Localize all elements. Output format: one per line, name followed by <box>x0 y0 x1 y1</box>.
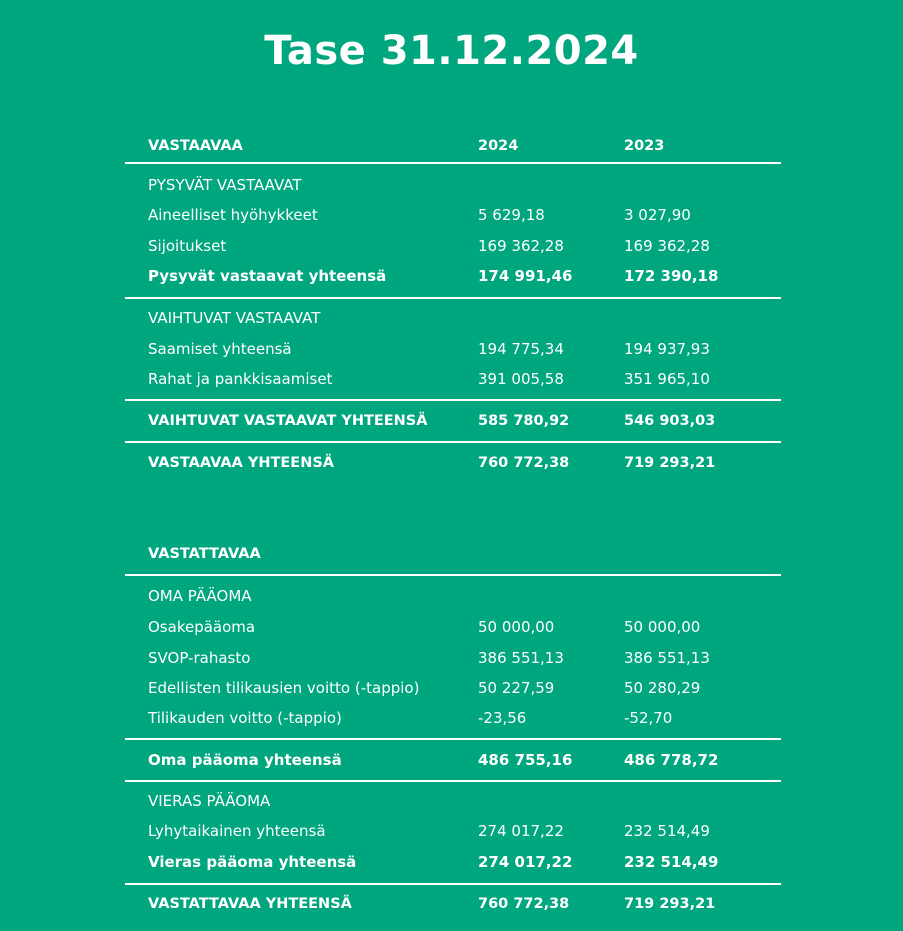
value-2023: 232 514,49 <box>624 822 710 840</box>
value-2023: -52,70 <box>624 709 673 727</box>
value-2023: 546 903,03 <box>624 413 716 429</box>
value-2024: 50 227,59 <box>478 679 555 697</box>
row-label: Saamiset yhteensä <box>148 340 292 358</box>
value-2023: 172 390,18 <box>624 267 719 285</box>
divider <box>125 738 781 740</box>
value-2023: 169 362,28 <box>624 237 710 255</box>
value-2023: 3 027,90 <box>624 206 691 224</box>
assets-header-label: VASTAAVAA <box>148 138 243 154</box>
divider <box>125 399 781 401</box>
section-title-label: OMA PÄÄOMA <box>148 587 252 605</box>
value-2023: 50 000,00 <box>624 618 701 636</box>
value-2024: 391 005,58 <box>478 370 564 388</box>
page-title: Tase 31.12.2024 <box>264 28 639 74</box>
value-2023: 486 778,72 <box>624 751 719 769</box>
value-2024: 169 362,28 <box>478 237 564 255</box>
row-label: Rahat ja pankkisaamiset <box>148 370 333 388</box>
row-label: Edellisten tilikausien voitto (-tappio) <box>148 679 420 697</box>
row-label: VASTAAVAA YHTEENSÄ <box>148 455 334 471</box>
row-label: Aineelliset hyöhykkeet <box>148 206 318 224</box>
value-2024: 274 017,22 <box>478 822 564 840</box>
section-title-label: VAIHTUVAT VASTAAVAT <box>148 309 321 327</box>
value-2024: 5 629,18 <box>478 206 545 224</box>
row-label: Sijoitukset <box>148 237 227 255</box>
value-2024: 585 780,92 <box>478 413 570 429</box>
row-label: Vieras pääoma yhteensä <box>148 853 357 871</box>
row-label: Lyhytaikainen yhteensä <box>148 822 326 840</box>
value-2024: 386 551,13 <box>478 649 564 667</box>
divider <box>125 297 781 299</box>
value-2023: 50 280,29 <box>624 679 701 697</box>
value-2024: 174 991,46 <box>478 267 573 285</box>
year-2024-header: 2024 <box>478 138 519 154</box>
row-label: Oma pääoma yhteensä <box>148 751 342 769</box>
row-label: Pysyvät vastaavat yhteensä <box>148 267 387 285</box>
value-2024: 194 775,34 <box>478 340 564 358</box>
divider <box>125 162 781 164</box>
value-2024: 760 772,38 <box>478 896 570 912</box>
row-label: VASTATTAVAA YHTEENSÄ <box>148 896 352 912</box>
value-2023: 351 965,10 <box>624 370 710 388</box>
value-2024: 274 017,22 <box>478 853 573 871</box>
divider <box>125 574 781 576</box>
value-2023: 719 293,21 <box>624 896 716 912</box>
divider <box>125 883 781 885</box>
liabilities-header-label: VASTATTAVAA <box>148 546 261 562</box>
value-2023: 386 551,13 <box>624 649 710 667</box>
section-title-label: VIERAS PÄÄOMA <box>148 792 271 810</box>
value-2024: -23,56 <box>478 709 527 727</box>
value-2023: 719 293,21 <box>624 455 716 471</box>
value-2024: 760 772,38 <box>478 455 570 471</box>
divider <box>125 441 781 443</box>
row-label: VAIHTUVAT VASTAAVAT YHTEENSÄ <box>148 413 428 429</box>
value-2024: 50 000,00 <box>478 618 555 636</box>
section-title-label: PYSYVÄT VASTAAVAT <box>148 176 302 194</box>
value-2023: 232 514,49 <box>624 853 719 871</box>
row-label: Tilikauden voitto (-tappio) <box>148 709 342 727</box>
value-2023: 194 937,93 <box>624 340 710 358</box>
value-2024: 486 755,16 <box>478 751 573 769</box>
row-label: SVOP-rahasto <box>148 649 251 667</box>
row-label: Osakepääoma <box>148 618 256 636</box>
divider <box>125 780 781 782</box>
year-2023-header: 2023 <box>624 138 665 154</box>
